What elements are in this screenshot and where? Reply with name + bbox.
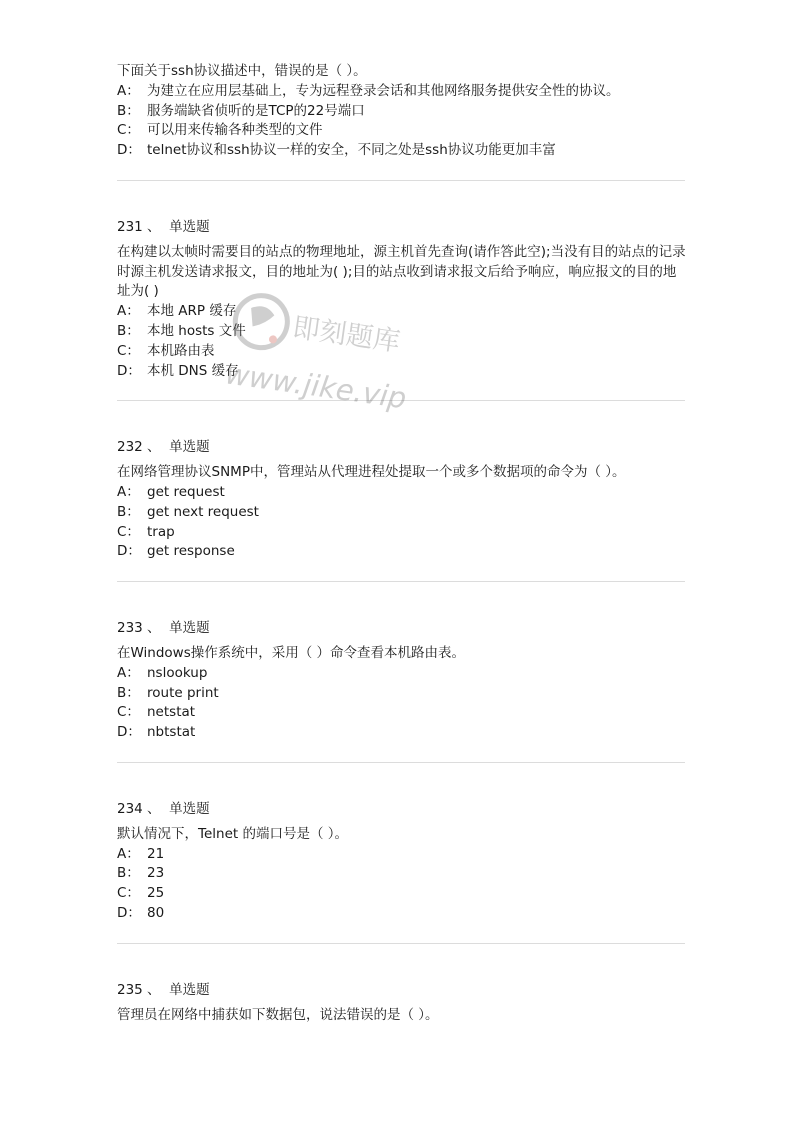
question-stem: 默认情况下，Telnet 的端口号是（ ）。 [117, 825, 348, 842]
question-type: 单选题 [169, 439, 210, 456]
option-c: C： trap [117, 523, 175, 540]
option-c: C： 可以用来传输各种类型的文件 [117, 122, 323, 139]
option-c: C： 25 [117, 885, 165, 902]
option-d: D： 80 [117, 904, 165, 921]
question-number: 231 、 [117, 218, 161, 235]
option-b: B： 本地 hosts 文件 [117, 322, 246, 339]
question-stem: 在构建以太帧时需要目的站点的物理地址，源主机首先查询(请作答此空);当没有目的站点的记录时源主机发送请求报文，目的地址为( );目的站点收到请求报文后给予响应，响应报文的目的地址为( ) [117, 243, 686, 300]
option-b: B： 23 [117, 865, 165, 882]
option-a: A： 21 [117, 845, 165, 862]
question-block-intro [117, 62, 687, 161]
divider [117, 581, 685, 582]
question-header [117, 800, 687, 820]
option-c: C： netstat [117, 704, 196, 721]
option-d: D： telnet协议和ssh协议一样的安全，不同之处是ssh协议功能更加丰富 [117, 142, 556, 159]
watermark-url: www.jike.vip [223, 356, 409, 416]
question-number: 232 、 [117, 439, 161, 456]
divider [117, 180, 685, 181]
question-block-232 [117, 438, 687, 562]
question-number: 235 、 [117, 981, 161, 998]
option-b: B： route print [117, 684, 219, 701]
question-stem: 在Windows操作系统中，采用（ ）命令查看本机路由表。 [117, 644, 466, 661]
option-d: D： 本机 DNS 缓存 [117, 362, 239, 379]
question-block-235 [117, 981, 687, 1026]
option-a: A： 为建立在应用层基础上，专为远程登录会话和其他网络服务提供安全性的协议。 [117, 82, 620, 99]
option-d: D： nbtstat [117, 724, 196, 741]
question-block-231 [117, 218, 687, 381]
question-stem: 管理员在网络中捕获如下数据包，说法错误的是（ ）。 [117, 1006, 439, 1023]
question-number: 233 、 [117, 620, 161, 637]
question-header [117, 218, 687, 238]
question-stem: 在网络管理协议SNMP中，管理站从代理进程处提取一个或多个数据项的命令为（ ）。 [117, 464, 626, 481]
document-page [117, 62, 687, 1025]
option-a: A： get request [117, 483, 225, 500]
question-header [117, 438, 687, 458]
option-b: B： get next request [117, 503, 259, 520]
watermark-brand: 即刻题库 [290, 312, 402, 358]
divider [117, 400, 685, 401]
divider [117, 943, 685, 944]
question-number: 234 、 [117, 800, 161, 817]
divider [117, 762, 685, 763]
question-block-234 [117, 800, 687, 924]
question-type: 单选题 [169, 620, 210, 637]
question-block-233 [117, 619, 687, 743]
question-type: 单选题 [169, 218, 210, 235]
option-d: D： get response [117, 543, 235, 560]
option-c: C： 本机路由表 [117, 342, 215, 359]
option-a: A： 本地 ARP 缓存 [117, 303, 237, 320]
option-a: A： nslookup [117, 664, 208, 681]
question-type: 单选题 [169, 981, 210, 998]
question-header [117, 619, 687, 639]
question-stem: 下面关于ssh协议描述中，错误的是（ ）。 [117, 63, 367, 79]
question-type: 单选题 [169, 800, 210, 817]
question-header [117, 981, 687, 1001]
option-b: B： 服务端缺省侦听的是TCP的22号端口 [117, 102, 365, 119]
